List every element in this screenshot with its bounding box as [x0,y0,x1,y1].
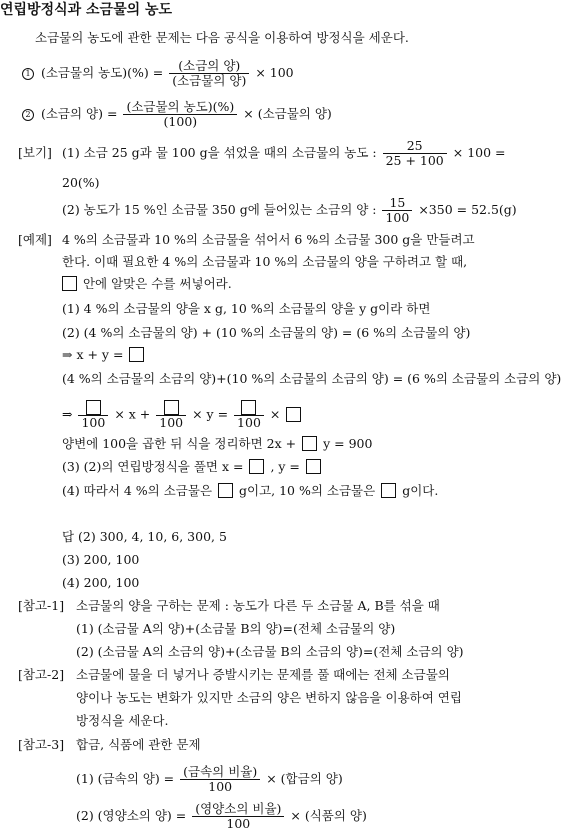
formula-lhs: (소금의 양) = [40,106,118,121]
equation-text: ⇒ x + y = [62,347,124,362]
answer-box[interactable] [62,276,77,291]
bogi-ex1-text: (1) 소금 25 g과 물 100 g을 섞었을 때의 소금물의 농도 : [62,145,377,160]
ref3-formula-1 [76,765,343,794]
answer-box[interactable] [249,459,264,474]
formula-rhs: × (소금물의 양) [243,106,332,121]
circled-number: 2 [22,109,34,121]
fraction [123,100,237,129]
step-4-text: g이다. [402,483,439,498]
example-label: [예제] [18,232,52,247]
formula-lhs: (2) (영양소의 양) = [76,808,187,823]
ref3-text: 합금, 식품에 관한 문제 [76,737,201,752]
ref2-label: [참고-2] [18,667,65,682]
simplify-text: y = 900 [323,436,373,451]
step-1: (1) 4 %의 소금물의 양을 x g, 10 %의 소금물의 양을 y g이라 하면 [62,301,431,316]
formula-rhs: × (식품의 양) [290,808,367,823]
step-2b-equation [62,400,303,430]
answer-line-3: (4) 200, 100 [62,575,140,590]
page-title: 연립방정식과 소금물의 농도 [0,2,173,18]
formula-2 [22,100,332,129]
ref3-formula-2 [76,802,367,831]
example-line-1: 4 %의 소금물과 10 %의 소금물을 섞어서 6 %의 소금물 300 g을 만들려고 [62,232,475,247]
answer-box[interactable] [164,400,179,415]
step-4 [62,483,438,499]
fraction-denominator: 100 [226,816,251,831]
step-3 [62,459,323,475]
fraction-numerator: 25 [383,139,447,154]
fraction [383,139,447,168]
fraction [180,765,260,794]
arrow: ⇒ [62,406,73,422]
example-line-3-text: 안에 알맞은 수를 써넣어라. [82,276,232,291]
bogi-ex2-text: (2) 농도가 15 %인 소금물 350 g에 들어있는 소금의 양 : [62,202,377,217]
answer-box[interactable] [129,347,144,362]
ref1-text: 소금물의 양을 구하는 문제 : 농도가 다른 두 소금물 A, B를 섞을 때 [76,598,440,613]
fraction-denominator: 100 [385,210,410,225]
fraction-denominator: 100 [81,415,106,430]
answer-box[interactable] [381,483,396,498]
formula-rhs: × (합금의 양) [266,771,343,786]
simplify-text: 양변에 100을 곱한 뒤 식을 정리하면 2x + [62,436,297,451]
step-2-equation [62,347,146,363]
answer-box[interactable] [218,483,233,498]
simplify-line [62,436,372,452]
fraction [192,802,284,831]
bogi-ex1-result: 20(%) [62,175,100,190]
fraction [234,400,264,430]
fraction-numerator [234,400,264,416]
answer-line-2: (3) 200, 100 [62,552,140,567]
ref3-label: [참고-3] [18,737,65,752]
fraction [156,400,186,430]
bogi-example-2 [62,196,517,225]
step-2b: (4 %의 소금물의 소금의 양)+(10 %의 소금물의 소금의 양) = (6 %의 소금물의 소금의 양) [62,371,562,386]
example-line-3 [60,276,232,292]
fraction-numerator [78,400,108,416]
fraction-numerator: (영양소의 비율) [192,802,284,817]
fraction [78,400,108,430]
answer-box[interactable] [86,400,101,415]
ref1-item-2: (2) (소금물 A의 소금의 양)+(소금물 B의 소금의 양)=(전체 소금의 양) [76,644,464,659]
ref1-item-1: (1) (소금물 A의 양)+(소금물 B의 양)=(전체 소금물의 양) [76,621,396,636]
fraction-numerator: (소금물의 농도)(%) [123,100,237,115]
ref2-line-3: 방정식을 세운다. [76,713,169,728]
ref2-line-1: 소금물에 물을 더 넣거나 증발시키는 문제를 풀 때에는 전체 소금물의 [76,667,450,682]
fraction [169,59,249,88]
example-line-2: 한다. 이때 필요한 4 %의 소금물과 10 %의 소금물의 양을 구하려고 할 때, [62,254,468,269]
fraction-denominator: (100) [163,114,198,129]
bogi-ex1-rhs: × 100 = [452,145,506,160]
fraction-numerator: (금속의 비율) [180,765,260,780]
ref1-label: [참고-1] [18,598,65,613]
fraction-numerator: (소금의 양) [169,59,249,74]
answer-line-1: 답 (2) 300, 4, 10, 6, 300, 5 [62,529,227,544]
step-3-text: , y = [270,459,300,474]
formula-lhs: (소금물의 농도)(%) = [40,65,164,80]
fraction-denominator: 100 [208,779,233,794]
step-4-text: g이고, 10 %의 소금물은 [239,483,376,498]
ref2-line-2: 양이나 농도는 변화가 있지만 소금의 양은 변하지 않음을 이용하여 연립 [76,690,462,705]
fraction-numerator: 15 [382,196,412,211]
formula-1 [22,59,294,88]
circled-number: 1 [22,68,34,80]
fraction-numerator [156,400,186,416]
answer-box[interactable] [241,400,256,415]
bogi-example-1 [62,139,506,168]
step-4-text: (4) 따라서 4 %의 소금물은 [62,483,213,498]
fraction-denominator: (소금물의 양) [172,73,247,88]
fraction-denominator: 100 [237,415,261,430]
fraction-denominator: 100 [159,415,184,430]
answer-box[interactable] [302,436,317,451]
formula-lhs: (1) (금속의 양) = [76,771,175,786]
bogi-label: [보기] [18,145,52,160]
answer-box[interactable] [286,407,301,422]
equation-text: × y = [192,406,229,422]
answer-box[interactable] [306,459,321,474]
bogi-ex2-rhs: ×350 = 52.5(g) [418,202,517,217]
equation-text: × x + [114,406,151,422]
fraction-denominator: 25 + 100 [385,153,444,168]
step-2: (2) (4 %의 소금물의 양) + (10 %의 소금물의 양) = (6 %의 소금물의 양) [62,325,471,340]
step-3-text: (3) (2)의 연립방정식을 풀면 x = [62,459,244,474]
formula-rhs: × 100 [255,65,294,80]
fraction [382,196,412,225]
equation-text: × [269,406,281,422]
intro-text: 소금물의 농도에 관한 문제는 다음 공식을 이용하여 방정식을 세운다. [35,30,409,45]
